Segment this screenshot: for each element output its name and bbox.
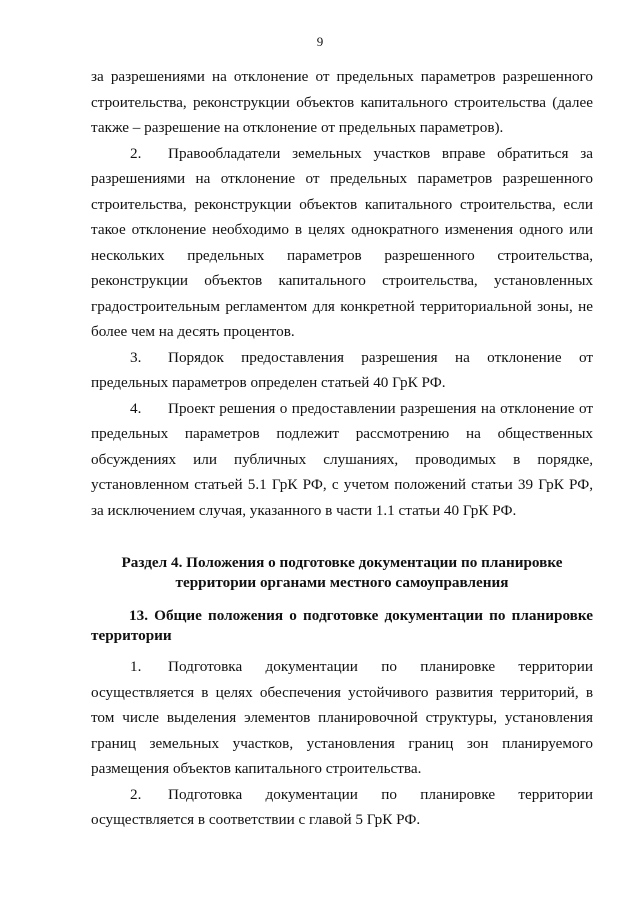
list-item-text: Подготовка документации по планировке территории осуществляется в соответствии с главой 5 ГрК РФ. <box>91 785 593 828</box>
section-heading-block <box>91 553 593 593</box>
list-item-number: 4. <box>130 399 142 417</box>
body-text-bottom <box>91 654 593 833</box>
list-item-text: Подготовка документации по планировке территории осуществляется в целях обеспечения устойчивого развития территорий, в том числе выделения элементов планировочной структуры, установления границ земельных участков, установления границ зон планируемого размещения объектов капитального строительства. <box>91 658 593 777</box>
subsection-heading: 13. Общие положения о подготовке документации по планировке территории <box>91 607 593 644</box>
list-item-2 <box>91 141 593 345</box>
list-item-number: 2. <box>130 785 142 803</box>
paragraph-continuation: за разрешениями на отклонение от предельных параметров разрешенного строительства, реконструкции объектов капитального строительства (далее также – разрешение на отклонение от предельных параметров). <box>91 68 593 136</box>
section-heading-line-1: Раздел 4. Положения о подготовке документации по планировке <box>121 554 563 571</box>
list-item-number: 2. <box>130 144 142 162</box>
subsection-heading-block <box>91 606 593 646</box>
body-text-top <box>91 64 593 523</box>
list-item-text: Правообладатели земельных участков вправе обратиться за разрешениями на отклонение от предельных параметров разрешенного строительства, реконструкции объектов капитального строительства, если такое отклонение необходимо в целях однократного изменения одного или нескольких предельных параметров разрешенного строительства, реконструкции объектов капитального строительства, установленных градостроительным регламентом для конкретной территориальной зоны, не более чем на десять процентов. <box>91 144 593 340</box>
section-heading <box>91 553 593 593</box>
list-item-4 <box>91 396 593 524</box>
section-heading-line-2: территории органами местного самоуправления <box>175 574 509 591</box>
list-item-3 <box>91 345 593 396</box>
list-item-2b <box>91 782 593 833</box>
page-number: 9 <box>316 34 324 49</box>
list-item-number: 1. <box>130 658 142 675</box>
list-item-text: Порядок предоставления разрешения на отклонение от предельных параметров определен статьей 40 ГрК РФ. <box>91 348 593 391</box>
list-item-1 <box>91 654 593 782</box>
list-item-number: 3. <box>130 348 142 366</box>
list-item-text: Проект решения о предоставлении разрешения на отклонение от предельных параметров подлежит рассмотрению на общественных обсуждениях или публичных слушаниях, проводимых в порядке, установленном статьей 5.1 ГрК РФ, с учетом положений статьи 39 ГрК РФ, за исключением случая, указанного в части 1.1 статьи 40 ГрК РФ. <box>91 399 593 519</box>
